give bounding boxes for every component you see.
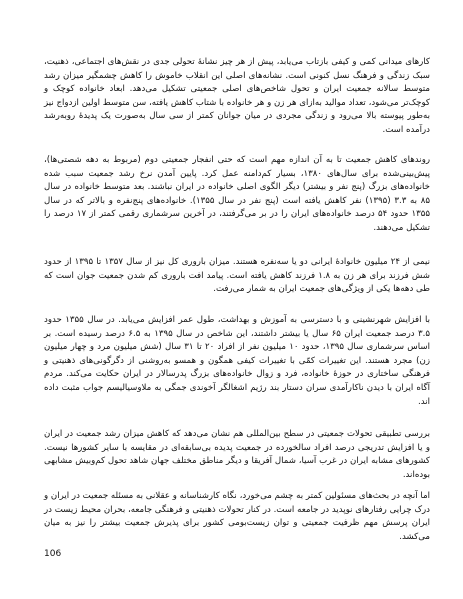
paragraph-6 [44, 490, 430, 544]
page-number: 106 [44, 549, 62, 559]
paragraph-text: روندهای کاهش جمعیت تا به آن اندازه مهم است که حتی انفجار جمعیتی دوم (مربوط به دهه شصتی‌ها)، پیش‌بینی‌شده برای سال‌های ۱۳۸۰، بسیار کم‌دامنه عمل کرد. پایین آمدن نرخ رشد جمعیت سبب شده خانواده‌های بزرگ (پنج نفر و بیشتر) دیگر الگوی اصلی خانواده در ایران نباشند. بعد متوسط خانواده در سال ۸۵ به ۳.۳ (۱۳۹۵) نفر کاهش یافته است (پنج نفر در سال ۱۳۵۵). خانواده‌های پنج‌نفره و بالاتر که در سال ۱۳۵۵ حدود ۵۴ درصد خانواده‌های ایران را در بر می‌گرفتند، در آخرین سرشماری رقمی کمتر از ۱۷ درصد را تشکیل می‌دهند. [44, 155, 430, 233]
paragraph-text: بررسی تطبیقی تحولات جمعیتی در سطح بین‌المللی هم نشان می‌دهد که کاهش میزان رشد جمعیت در ایران و یا افزایش تدریجی درصد افراد سالخورده در جمعیت پدیده بی‌سابقه‌ای در مقایسه با سایر کشورها نیست. کشورهای مشابه ایران در غرب آسیا، شمال آفریقا و دیگر مناطق مختلف جهان شاهد تحول کم‌وبیش مشابهی بوده‌اند. [44, 429, 430, 480]
paragraph-text: با افزایش شهرنشینی و با دسترسی به آموزش و بهداشت، طول عمر افزایش می‌یابد. در سال ۱۳۵۵ حدود ۳.۵ درصد جمعیت ایران ۶۵ سال یا بیشتر داشتند، این شاخص در سال ۱۳۹۵ به ۶.۵ درصد رسیده است. بر اساس سرشماری سال ۱۳۹۵، حدود ۱۰ میلیون نفر از افراد ۲۰ تا ۳۱ سال (شش میلیون مرد و چهار میلیون زن) مجرد هستند. این تغییرات کمّی با تغییرات کیفی همگون و همسو به‌روشنی از دگرگونی‌های ذهنیتی و فرهنگی ساختاری در حوزهٔ خانواده، فرد و زوال خانواده‌های بزرگ پدرسالار در ایران حکایت می‌کند. مردم آگاه ایران با دیدن ناکارآمدی سران دستار بند رژیم اشغالگر آخوندی جمگی به ملاوسیالیسم جواب مثبت داده اند. [44, 315, 431, 407]
paragraph-3 [44, 256, 430, 297]
paragraph-text: کارهای میدانی کمی و کیفی بازتاب می‌یابد، پیش از هر چیز نشانهٔ تحولی جدی در نقش‌های اجتماعی، ذهنیت، سبک زندگی و فرهنگ نسل کنونی است. نشانه‌های اصلی این انقلاب خاموش را کاهش چشمگیر میزان رشد متوسط سالانه جمعیت ایران و تحول شاخص‌های اصلی جمعیتی تشکیل می‌دهد. ابعاد خانواده کوچک و کوچک‌تر می‌شود، تعداد موالید به‌ازای هر زن و هر خانواده با شتاب کاهش یافته، سن متوسط اولین ازدواج نیز به‌طور پیوسته بالا می‌رود و زندگی مجردی در میان جوانان کمتر از سی سال به‌صورت یک پدیدهٔ روبه‌رشد درآمده است. [44, 57, 430, 135]
paragraph-text: اما آنچه در بحث‌های مسئولین کمتر به چشم می‌خورد، نگاه کارشناسانه و عقلانی به مسئله جمعیت در ایران و درک چرایی رفتارهای نوپدید در جامعه است. در کنار تحولات ذهنیتی و فرهنگی جامعه، بحران محیط زیست در ایران پرسش مهم ظرفیت جمعیتی و توان زیست‌بومی کشور برای پذیرش جمعیت بیشتر را نیز به میان می‌کشد. [44, 491, 430, 542]
paragraph-1 [44, 56, 430, 138]
paragraph-4 [44, 314, 430, 409]
paragraph-5 [44, 428, 430, 482]
paragraph-2 [44, 154, 430, 236]
paragraph-text: نیمی از ۲۴ میلیون خانوادهٔ ایرانی دو یا سه‌نفره هستند. میزان باروری کل نیز از سال ۱۳۵۷ تا ۱۳۹۵ از حدود شش فرزند برای هر زن به ۱.۸ فرزند کاهش یافته است. پیامد افت باروری کم شدن جمعیت جوان است که طی دهه‌ها یکی از ویژگی‌های جمعیت ایران به شمار می‌رفت. [44, 257, 431, 295]
